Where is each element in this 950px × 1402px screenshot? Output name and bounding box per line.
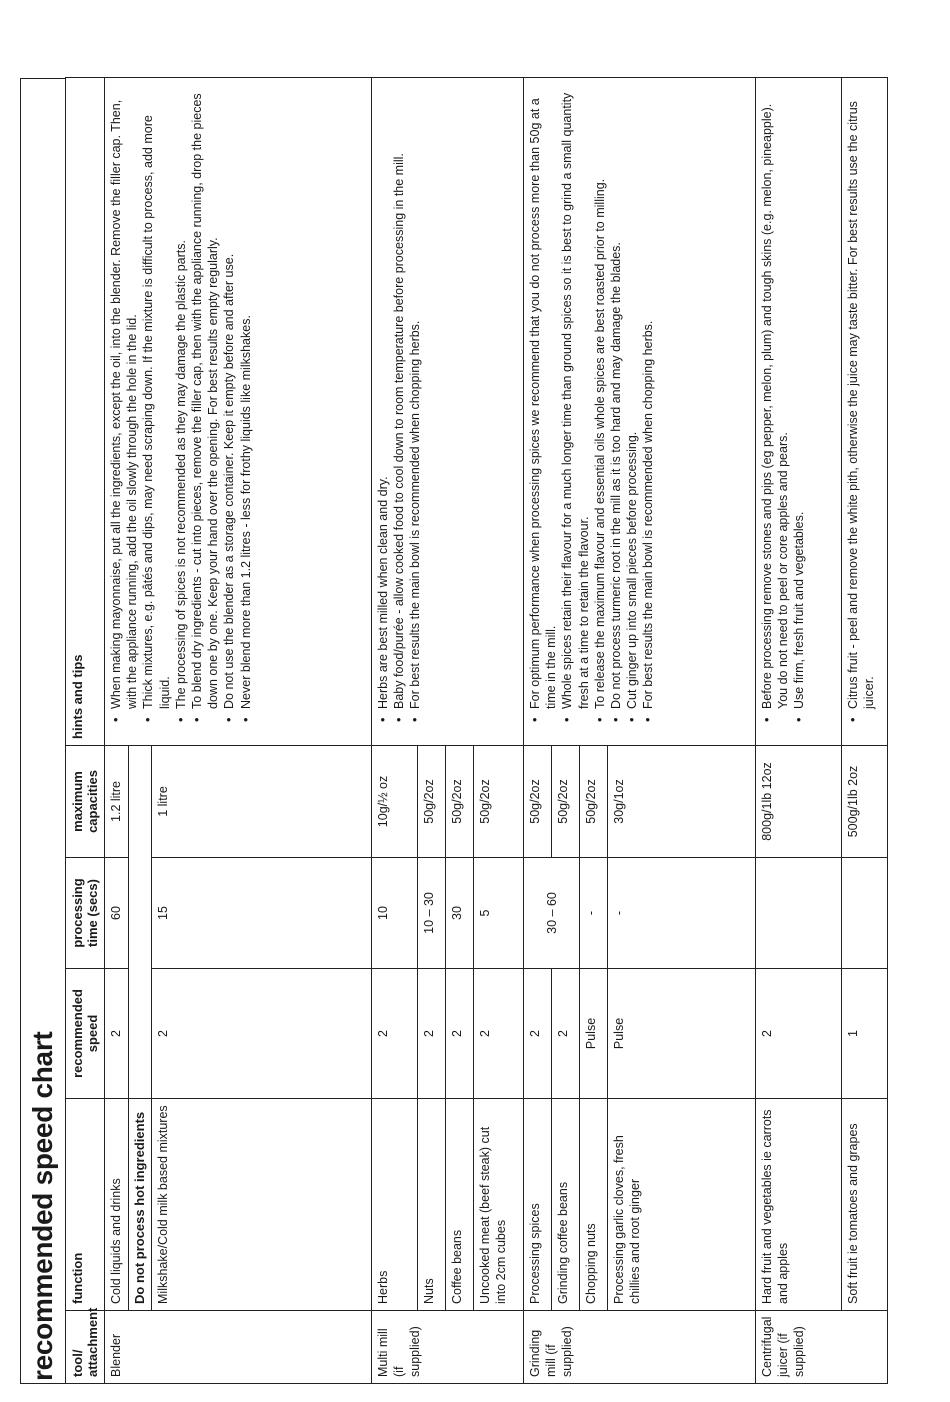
page-title: recommended speed chart xyxy=(20,78,65,1384)
tool-grinding-mill: Grinding mill (if supplied) xyxy=(524,1311,756,1384)
header-hints: hints and tips xyxy=(66,77,105,745)
function-cell: Processing garlic cloves, fresh chillies and root ginger xyxy=(608,1098,756,1310)
hint-item: • Baby food/purée - allow cooked food to cool down to room temperature before processing in the mill. xyxy=(391,84,407,709)
capacity-cell: 500g/1lb 2oz xyxy=(842,745,888,857)
time-cell: 15 xyxy=(152,857,372,968)
function-cell: Soft fruit ie tomatoes and grapes xyxy=(842,1098,888,1310)
capacity-cell: 50g/2oz xyxy=(580,745,608,857)
capacity-cell: 50g/2oz xyxy=(474,745,524,857)
time-cell xyxy=(756,857,842,968)
time-cell: 30 xyxy=(446,857,474,968)
hint-item: • Never blend more than 1.2 litres - less for frothy liquids like milkshakes. xyxy=(238,84,254,709)
capacity-cell: 50g/2oz xyxy=(524,745,552,857)
hint-item: • When making mayonnaise, put all the ingredients, except the oil, into the blender. Remove the filler cap. Then, with the appliance running, add the oil slowly through the hole in the lid. xyxy=(108,84,140,709)
function-cell: Processing spices xyxy=(524,1098,552,1310)
table-row xyxy=(372,77,418,1383)
time-cell xyxy=(842,857,888,968)
time-cell: 30 – 60 xyxy=(524,857,580,968)
function-cell: Herbs xyxy=(372,1098,418,1310)
hint-item: • For best results the main bowl is recommended when chopping herbs. xyxy=(640,84,656,709)
function-cell: Hard fruit and vegetables ie carrots and apples xyxy=(756,1098,842,1310)
hint-item: • Whole spices retain their flavour for a much longer time than ground spices so it is best to grind a small quantity fresh at a time to retain the flavour. xyxy=(559,84,591,709)
hint-item: • Do not process turmeric root in the mill as it is too hard and may damage the blades. xyxy=(608,84,624,709)
hints-juicer-citrus xyxy=(842,77,888,745)
hint-item: • Before processing remove stones and pips (eg pepper, melon, plum) and tough skins (e.g. melon, pineapple). You do not need to peel or core apples and pears. xyxy=(759,84,791,709)
hint-item: • Do not use the blender as a storage container. Keep it empty before and after use. xyxy=(221,84,237,709)
table-row xyxy=(105,77,129,1383)
function-cell: Chopping nuts xyxy=(580,1098,608,1310)
hints-juicer-hard xyxy=(756,77,842,745)
speed-cell: 2 xyxy=(418,968,446,1098)
function-cell: Milkshake/Cold milk based mixtures xyxy=(152,1098,372,1310)
hints-multi-mill xyxy=(372,77,524,745)
hint-item: • The processing of spices is not recommended as they may damage the plastic parts. xyxy=(173,84,189,709)
speed-cell: 2 xyxy=(552,968,580,1098)
hint-item: • Thick mixtures, e.g. pâtés and dips, may need scraping down. If the mixture is difficult to process, add more liquid. xyxy=(140,84,172,709)
time-cell: - xyxy=(580,857,608,968)
hints-blender xyxy=(105,77,372,745)
hint-item: • To release the maximum flavour and essential oils whole spices are best roasted prior to milling. xyxy=(592,84,608,709)
time-cell: - xyxy=(608,857,756,968)
hint-item: • Cut ginger up into small pieces before processing. xyxy=(624,84,640,709)
capacity-cell: 50g/2oz xyxy=(418,745,446,857)
speed-cell: Pulse xyxy=(580,968,608,1098)
speed-cell: 2 xyxy=(372,968,418,1098)
tool-blender: Blender xyxy=(105,1311,372,1384)
hint-item: • Herbs are best milled when clean and dry. xyxy=(375,84,391,709)
capacity-cell: 1 litre xyxy=(152,745,372,857)
header-row xyxy=(66,77,105,1383)
hints-grinding-mill xyxy=(524,77,756,745)
tool-multi-mill: Multi mill (if supplied) xyxy=(372,1311,524,1384)
speed-cell: 2 xyxy=(105,968,129,1098)
hint-item: • Citrus fruit - peel and remove the white pith, otherwise the juice may taste bitter. For best results use the citrus juicer. xyxy=(845,84,877,709)
table-row xyxy=(842,77,888,1383)
table-row xyxy=(756,77,842,1383)
function-cell: Grinding coffee beans xyxy=(552,1098,580,1310)
table-row xyxy=(524,77,552,1383)
capacity-cell: 30g/1oz xyxy=(608,745,756,857)
header-tool: tool/ attachment xyxy=(66,1311,105,1384)
capacity-cell: 10g/½ oz xyxy=(372,745,418,857)
time-cell: 5 xyxy=(474,857,524,968)
speed-chart-table xyxy=(65,77,888,1384)
speed-cell: 2 xyxy=(152,968,372,1098)
capacity-cell: 50g/2oz xyxy=(552,745,580,857)
capacity-cell: 800g/1lb 12oz xyxy=(756,745,842,857)
speed-cell: Pulse xyxy=(608,968,756,1098)
function-cell: Coffee beans xyxy=(446,1098,474,1310)
time-cell: 60 xyxy=(105,857,129,968)
rotated-page xyxy=(20,78,877,1384)
function-cell: Cold liquids and drinks xyxy=(105,1098,129,1310)
header-speed: recommended speed xyxy=(66,968,105,1098)
speed-cell: 2 xyxy=(446,968,474,1098)
hint-item: • Use firm, fresh fruit and vegetables. xyxy=(791,84,807,709)
time-cell: 10 – 30 xyxy=(418,857,446,968)
speed-cell: 2 xyxy=(474,968,524,1098)
speed-cell: 2 xyxy=(756,968,842,1098)
blank-cell xyxy=(129,745,152,1098)
time-cell: 10 xyxy=(372,857,418,968)
hint-item: • For optimum performance when processing spices we recommend that you do not process more than 50g at a time in the mill. xyxy=(527,84,559,709)
hint-item: • To blend dry ingredients - cut into pieces, remove the filler cap, then with the appliance running, drop the pieces down one by one. Keep your hand over the opening. For best results empty regularly. xyxy=(189,84,221,709)
hot-ingredients-warning: Do not process hot ingredients xyxy=(129,1098,152,1310)
tool-juicer: Centrifugal juicer (if supplied) xyxy=(756,1311,888,1384)
function-cell: Nuts xyxy=(418,1098,446,1310)
capacity-cell: 1.2 litre xyxy=(105,745,129,857)
header-time: processing time (secs) xyxy=(66,857,105,968)
hint-item: • For best results the main bowl is recommended when chopping herbs. xyxy=(407,84,423,709)
speed-cell: 1 xyxy=(842,968,888,1098)
speed-cell: 2 xyxy=(524,968,552,1098)
header-function: function xyxy=(66,1098,105,1310)
capacity-cell: 50g/2oz xyxy=(446,745,474,857)
function-cell: Uncooked meat (beef steak) cut into 2cm cubes xyxy=(474,1098,524,1310)
header-capacity: maximum capacities xyxy=(66,745,105,857)
